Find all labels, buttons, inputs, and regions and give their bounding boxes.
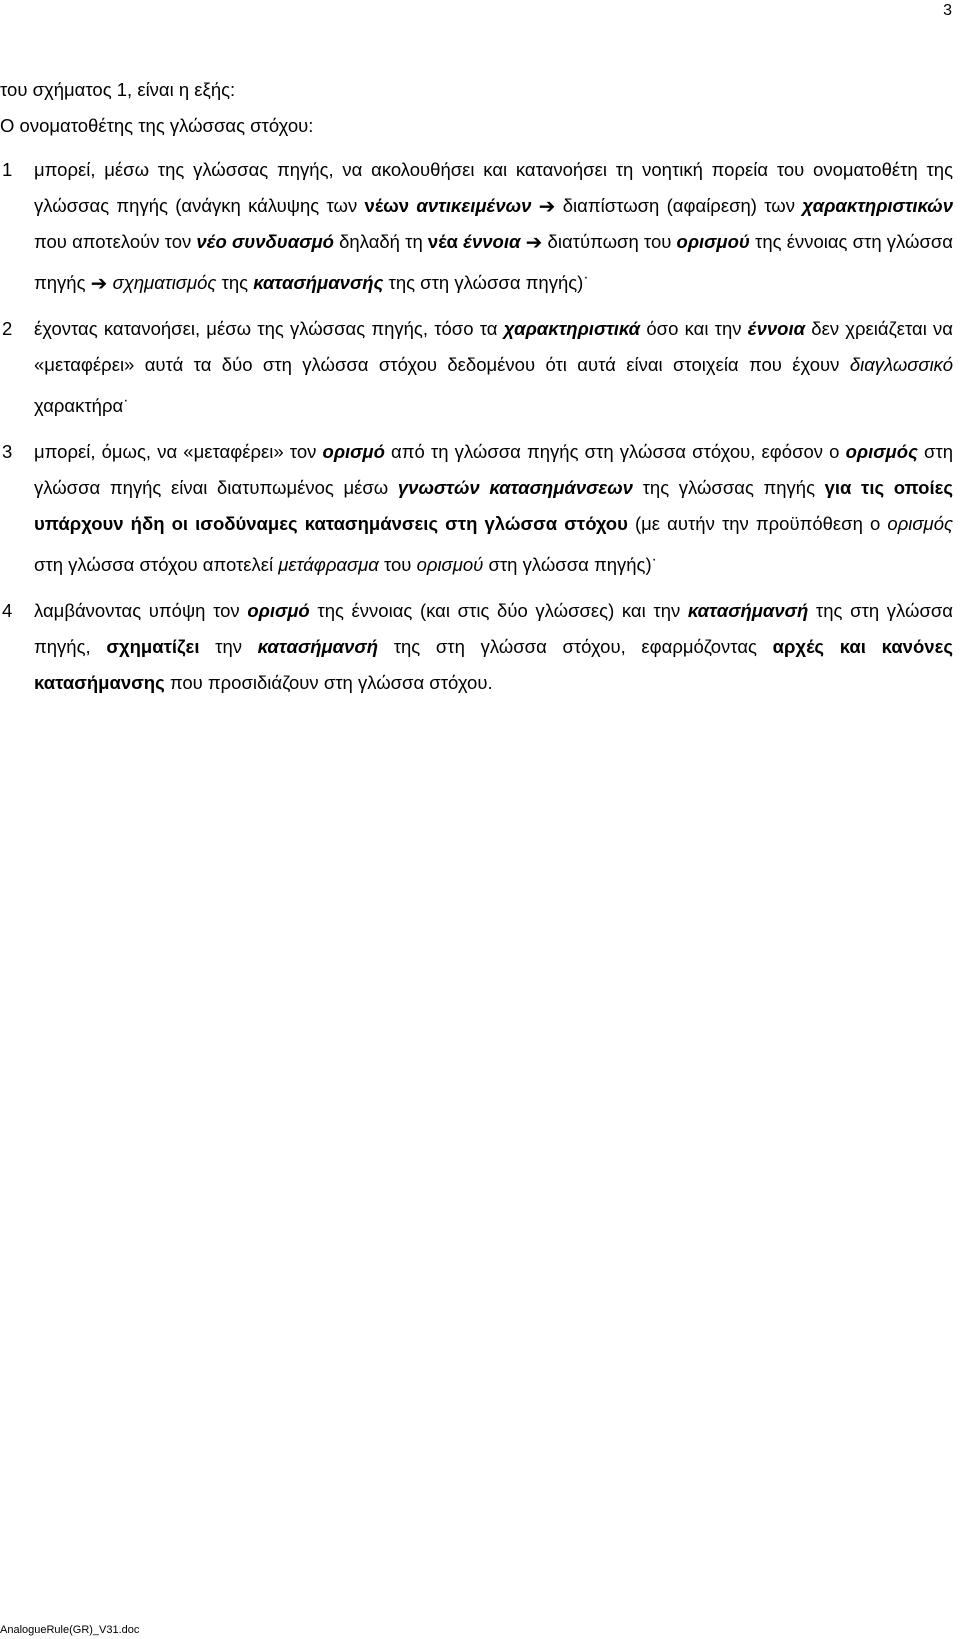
term-orismo: ορισμό [247, 600, 310, 622]
ano-teleia: · [583, 269, 589, 286]
text-run: έχοντας κατανοήσει, μέσω της γλώσσας πηγής, τόσο τα [34, 318, 504, 340]
term-katasimansi-2: κατασήμανσή [257, 636, 379, 658]
term-arches-kai-kanones: αρχές και κανόνες κατασήμανσης [34, 636, 953, 694]
term-charaktiristika: χαρακτηριστικά [503, 318, 641, 340]
text-run: όσο και την [640, 318, 748, 340]
text-run: λαμβάνοντας υπόψη τον [34, 600, 248, 622]
text-run: της γλώσσας πηγής [632, 477, 825, 499]
text-run: μπορεί, όμως, να «μεταφέρει» τον [34, 441, 323, 463]
arrow-icon: ➔ [90, 273, 108, 296]
text-run: της στη γλώσσα πηγής, [34, 600, 953, 658]
term-schimatismos: σχηματισμός [112, 272, 217, 294]
text-run: στη γλώσσα πηγής) [483, 554, 652, 576]
term-gnoston-katasimanseon: γνωστών κατασημάνσεων [397, 477, 633, 499]
term-orismou-italic: ορισμού [416, 554, 484, 576]
list-item-3 [0, 434, 953, 583]
text-run: της έννοιας (και στις δύο γλώσσες) και την [309, 600, 688, 622]
term-orismos-italic: ορισμός [887, 513, 953, 535]
arrow-icon: ➔ [525, 232, 543, 254]
list-item-1 [0, 152, 953, 301]
item-number-4: 4 [2, 600, 13, 622]
term-orismos: ορισμός [845, 441, 918, 463]
document-body [0, 72, 953, 711]
item-number-3: 3 [2, 441, 13, 463]
subject-line: Ο ονοματοθέτης της γλώσσας στόχου: [0, 115, 314, 136]
term-ennoia: έννοια [747, 318, 806, 340]
text-run: της στη γλώσσα στόχου, εφαρμόζοντας [378, 636, 773, 658]
term-isodynames-katasimanseis: για τις οποίες υπάρχουν ήδη οι ισοδύναμες κατασημάνσεις στη γλώσσα στόχου [34, 477, 953, 535]
term-orismo: ορισμό [322, 441, 385, 463]
text-run: την [199, 636, 258, 658]
term-diaglossiko: διαγλωσσικό [849, 354, 953, 376]
item-number-2: 2 [2, 318, 13, 340]
text-run: χαρακτήρα [34, 395, 124, 417]
item-text-1 [34, 152, 953, 301]
text-run: στη γλώσσα πηγής είναι διατυπωμένος μέσω [34, 441, 954, 499]
term-neo-syndyasmo: νέο συνδυασμό [196, 231, 334, 252]
term-antikeimenon: αντικειμένων [416, 195, 532, 216]
arrow-icon: ➔ [538, 196, 556, 218]
item-text-2 [34, 311, 953, 424]
term-katasimansis: κατασήμανσής [253, 272, 384, 294]
list-item-4 [0, 593, 953, 701]
text-run: δεν χρειάζεται να «μεταφέρει» αυτά τα δύο στη γλώσσα στόχου δεδομένου ότι αυτά είναι στοιχεία που έχουν [34, 318, 953, 376]
text-run: από τη γλώσσα πηγής στη γλώσσα στόχου, εφόσον ο [384, 441, 846, 463]
text-run: που προσιδιάζουν στη γλώσσα στόχου. [164, 672, 493, 694]
item-number-1: 1 [2, 159, 13, 180]
term-ennoia: έννοια [463, 231, 521, 252]
text-run: της στη γλώσσα πηγής) [383, 272, 584, 294]
text-run: της [216, 272, 254, 294]
text-run: (με αυτήν την προϋπόθεση ο [627, 513, 888, 535]
text-run: που αποτελούν τον [34, 231, 197, 252]
term-nea-2: νέα [427, 231, 458, 252]
ano-teleia: · [651, 551, 657, 569]
text-run: δηλαδή τη [333, 231, 428, 252]
term-orismou: ορισμού [676, 231, 750, 252]
term-nea: νέων [364, 195, 410, 216]
page-number: 3 [943, 2, 952, 19]
intro-line: του σχήματος 1, είναι η εξής: [0, 79, 236, 100]
item-text-3 [34, 434, 953, 583]
list-item-2 [0, 311, 953, 424]
text-run: στη γλώσσα στόχου αποτελεί [34, 554, 279, 576]
term-katasimansi: κατασήμανσή [687, 600, 809, 622]
ano-teleia: · [123, 392, 129, 410]
text-run: διατύπωση του [547, 231, 677, 252]
item-text-4 [34, 593, 953, 701]
text-run: διαπίστωση (αφαίρεση) των [562, 195, 803, 216]
text-run: της έννοιας στη γλώσσα πηγής [34, 231, 953, 294]
document-filename-footer: AnalogueRule(GR)_V31.doc [0, 1624, 140, 1636]
term-charaktiristikon: χαρακτηριστικών [802, 195, 954, 216]
text-run: μπορεί, μέσω της γλώσσας πηγής, να ακολουθήσει και κατανοήσει τη νοητική πορεία του ονοματοθέτη της γλώσσας πηγής (ανάγκη κάλυψης των [34, 159, 953, 216]
text-run: του [378, 554, 417, 576]
term-schimatizei: σχηματίζει [106, 636, 200, 658]
term-metafrasma: μετάφρασμα [278, 554, 379, 576]
